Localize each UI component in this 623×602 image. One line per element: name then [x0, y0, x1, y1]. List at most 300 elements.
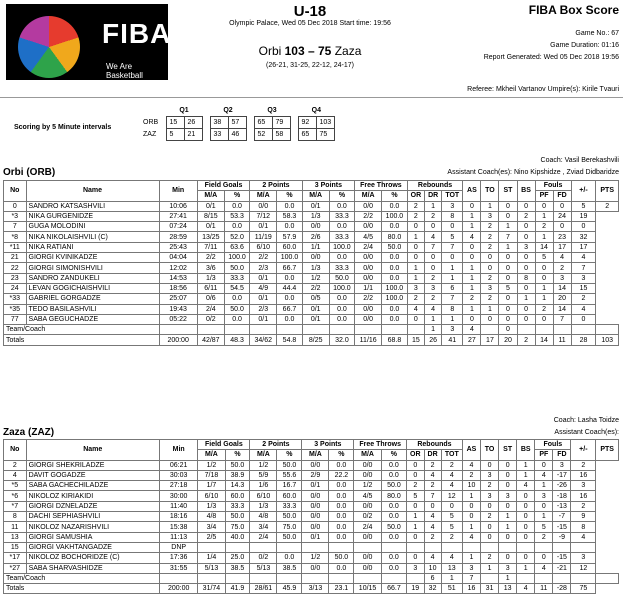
- stat-cell: 2/4: [355, 242, 382, 252]
- stat-cell: 3: [481, 491, 499, 501]
- interval-score: 38: [210, 116, 228, 128]
- stat-cell: 2: [425, 211, 442, 221]
- stat-cell: *6: [4, 491, 27, 501]
- stat-cell: 0: [499, 460, 517, 470]
- stat-cell: 0: [517, 512, 535, 522]
- stat-cell: 1: [462, 522, 480, 532]
- stat-cell: 22: [4, 263, 27, 273]
- stat-cell: 27: [463, 335, 481, 345]
- head-coach-home: Coach: Vasil Berekashvili: [540, 157, 619, 164]
- stat-cell: 15: [571, 283, 596, 293]
- stat-cell: 68.8: [382, 335, 407, 345]
- stat-cell: 1: [517, 470, 535, 480]
- stat-cell: 51: [441, 584, 462, 594]
- stat-cell: 50.0: [382, 242, 407, 252]
- stat-cell: 45.9: [277, 584, 302, 594]
- stat-cell: 0/1: [302, 481, 329, 491]
- stat-cell: 50.0: [277, 532, 302, 542]
- stat-cell: 0: [499, 201, 517, 211]
- player-name: GIORGI DZNELADZE: [26, 501, 159, 511]
- interval-row: [140, 128, 335, 140]
- stat-cell: [354, 573, 381, 583]
- stat-cell: 0.0: [329, 512, 354, 522]
- column-header: +/-: [571, 440, 596, 461]
- stat-cell: 0: [499, 211, 517, 221]
- stat-cell: 3: [407, 283, 424, 293]
- stat-cell: 0.0: [224, 314, 249, 324]
- stat-cell: [277, 573, 302, 583]
- column-subheader: TOT: [442, 191, 463, 201]
- stat-cell: 4/9: [250, 283, 277, 293]
- stat-cell: 0: [517, 553, 535, 563]
- column-header: TO: [481, 440, 499, 461]
- stat-cell: 5: [407, 491, 425, 501]
- stat-cell: 0/0: [302, 460, 329, 470]
- stat-cell: 0: [499, 501, 517, 511]
- stat-cell: 16: [571, 470, 596, 480]
- interval-score: 65: [254, 116, 272, 128]
- stat-cell: 1: [499, 573, 517, 583]
- stat-cell: -13: [553, 501, 571, 511]
- stat-cell: 1/6: [250, 481, 277, 491]
- stat-cell: 5: [441, 522, 462, 532]
- stat-cell: 0/0: [355, 314, 382, 324]
- stat-cell: 04:04: [159, 253, 197, 263]
- stat-cell: 1: [481, 201, 499, 211]
- player-row: [4, 542, 619, 552]
- stat-cell: 14: [535, 335, 553, 345]
- stat-cell: 2/9: [302, 470, 329, 480]
- game-duration: Game Duration: 01:16: [550, 42, 619, 49]
- stat-cell: 5: [441, 512, 462, 522]
- column-header: +/-: [571, 181, 596, 202]
- stat-cell: 0/1: [197, 201, 224, 211]
- column-header: Name: [26, 440, 159, 461]
- stat-cell: 0.0: [329, 201, 354, 211]
- home-team: Orbi: [258, 44, 282, 58]
- stat-cell: *5: [4, 481, 27, 491]
- column-subheader: FD: [553, 450, 571, 460]
- player-row: [4, 481, 619, 491]
- stat-cell: 0.0: [277, 222, 302, 232]
- stat-cell: 0: [535, 201, 553, 211]
- stat-cell: 12:02: [159, 263, 197, 273]
- stat-cell: 13: [499, 584, 517, 594]
- fiba-logo: [6, 4, 172, 80]
- stat-cell: 2: [481, 481, 499, 491]
- boxscore-table-home: [3, 180, 619, 346]
- stat-cell: 05:22: [159, 314, 197, 324]
- stat-cell: 30:03: [159, 470, 197, 480]
- stat-cell: 6/10: [250, 491, 277, 501]
- column-subheader: DR: [424, 450, 441, 460]
- stat-cell: 4: [441, 553, 462, 563]
- stat-cell: 0/2: [197, 314, 224, 324]
- column-subheader: M/A: [250, 450, 277, 460]
- stat-cell: 7/11: [197, 242, 224, 252]
- stat-cell: 0/6: [197, 294, 224, 304]
- column-header: ST: [499, 440, 517, 461]
- stat-cell: 2: [535, 222, 553, 232]
- stat-cell: 3: [442, 325, 463, 335]
- stat-cell: 0.0: [277, 314, 302, 324]
- stat-cell: 19:43: [159, 304, 197, 314]
- stat-cell: -17: [553, 470, 571, 480]
- stat-cell: 4: [462, 460, 480, 470]
- stat-cell: 0/2: [354, 512, 381, 522]
- player-row: [4, 222, 619, 232]
- stat-cell: 23: [553, 232, 571, 242]
- stat-cell: 0: [442, 222, 463, 232]
- stat-cell: 60.0: [225, 491, 250, 501]
- stat-cell: 11: [553, 335, 571, 345]
- column-header: Min: [159, 440, 197, 461]
- stat-cell: 32.0: [329, 335, 354, 345]
- column-header: BS: [517, 181, 535, 202]
- stat-cell: 1: [407, 263, 424, 273]
- stat-cell: 3: [499, 563, 517, 573]
- stat-cell: 1: [517, 563, 535, 573]
- player-name: LEVAN GOGICHAISHVILI: [26, 283, 159, 293]
- stat-cell: [277, 325, 302, 335]
- stat-cell: 8: [4, 512, 27, 522]
- stat-cell: [198, 573, 225, 583]
- stat-cell: 50.0: [277, 512, 302, 522]
- stat-cell: 4: [553, 253, 571, 263]
- stat-cell: 21: [4, 253, 27, 263]
- stat-cell: 1: [463, 263, 481, 273]
- stat-cell: 20: [553, 294, 571, 304]
- column-header: AS: [462, 440, 480, 461]
- stat-cell: 3: [481, 283, 499, 293]
- stat-cell: 3: [517, 242, 535, 252]
- stat-cell: 1: [517, 460, 535, 470]
- stat-cell: 42/87: [197, 335, 224, 345]
- stat-cell: 8/25: [302, 335, 329, 345]
- stat-cell: 07:24: [159, 222, 197, 232]
- stat-cell: 5: [535, 522, 553, 532]
- stat-cell: 1: [535, 481, 553, 491]
- stat-cell: 1/1: [355, 283, 382, 293]
- stat-cell: 7: [4, 222, 27, 232]
- player-name: GABRIEL GORGADZE: [26, 294, 159, 304]
- stat-cell: 9: [571, 512, 596, 522]
- stat-cell: 0.0: [329, 304, 354, 314]
- stat-cell: 3: [571, 481, 596, 491]
- stat-cell: 0.0: [381, 563, 406, 573]
- stat-cell: 75: [571, 584, 596, 594]
- stat-cell: 2: [517, 211, 535, 221]
- away-team: Zaza: [334, 44, 362, 58]
- stat-cell: 2: [462, 470, 480, 480]
- stat-cell: 4: [424, 522, 441, 532]
- stat-cell: 63.6: [224, 242, 249, 252]
- stat-cell: 80.0: [381, 491, 406, 501]
- stat-cell: 2: [481, 222, 499, 232]
- column-subheader: M/A: [354, 450, 381, 460]
- stat-cell: 0: [499, 481, 517, 491]
- stat-cell: 31/74: [198, 584, 225, 594]
- stat-cell: 0/0: [302, 512, 329, 522]
- interval-score: 46: [228, 128, 246, 140]
- stat-cell: 3: [553, 460, 571, 470]
- stat-cell: [159, 325, 197, 335]
- column-header: ST: [499, 181, 517, 202]
- stat-cell: 1: [499, 222, 517, 232]
- stat-cell: [571, 573, 596, 583]
- stat-cell: [407, 542, 425, 552]
- stat-cell: [596, 325, 619, 335]
- stat-cell: 4: [463, 232, 481, 242]
- interval-score: 103: [316, 116, 335, 128]
- stat-cell: 0: [535, 263, 553, 273]
- assistant-coach-home: Assistant Coach(es): Nino Kipshidze , Zviad Didbaridze: [447, 169, 619, 176]
- stat-cell: 0: [407, 532, 425, 542]
- stat-cell: 0: [499, 304, 517, 314]
- stat-cell: 2: [424, 460, 441, 470]
- stat-cell: 0.0: [277, 201, 302, 211]
- stat-cell: 0.0: [382, 273, 407, 283]
- stat-cell: [517, 542, 535, 552]
- stat-cell: 0: [407, 501, 425, 511]
- stat-cell: 17: [571, 242, 596, 252]
- player-name: NIKA GURGENIDZE: [26, 211, 159, 221]
- column-header: 3 Points: [302, 440, 354, 450]
- stat-cell: 2: [441, 460, 462, 470]
- stat-cell: 103: [596, 335, 619, 345]
- column-subheader: M/A: [302, 191, 329, 201]
- column-subheader: %: [277, 191, 302, 201]
- stat-cell: 54.8: [277, 335, 302, 345]
- stat-cell: [225, 573, 250, 583]
- stat-cell: 0: [481, 522, 499, 532]
- stat-cell: 1/2: [250, 460, 277, 470]
- stat-cell: 0: [499, 314, 517, 324]
- stat-cell: 52.0: [224, 232, 249, 242]
- stat-cell: 0/0: [302, 491, 329, 501]
- stat-cell: 1/7: [198, 481, 225, 491]
- divider: [0, 97, 623, 98]
- stat-cell: 25:43: [159, 242, 197, 252]
- stat-cell: 4: [571, 304, 596, 314]
- stat-cell: 0/1: [302, 314, 329, 324]
- column-subheader: PF: [535, 450, 553, 460]
- totals-label: Totals: [4, 335, 160, 345]
- stat-cell: 4: [441, 470, 462, 480]
- player-name: GIORGI SIMONISHVILI: [26, 263, 159, 273]
- player-name: NIKOLOZ BOCHORIDZE (C): [26, 553, 159, 563]
- stat-cell: 25:07: [159, 294, 197, 304]
- stat-cell: 1: [463, 211, 481, 221]
- stat-cell: 0/1: [250, 314, 277, 324]
- stat-cell: 44.4: [277, 283, 302, 293]
- player-row: [4, 242, 619, 252]
- stat-cell: 7/18: [198, 470, 225, 480]
- stat-cell: 6/11: [197, 283, 224, 293]
- stat-cell: 4: [463, 325, 481, 335]
- team-coach-label: Team/Coach: [4, 573, 160, 583]
- stat-cell: 0.0: [329, 460, 354, 470]
- stat-cell: 57.9: [277, 232, 302, 242]
- stat-cell: 5/9: [250, 470, 277, 480]
- stat-cell: [407, 573, 425, 583]
- stat-cell: 1: [463, 273, 481, 283]
- interval-score: 92: [298, 116, 316, 128]
- stat-cell: 0: [517, 491, 535, 501]
- player-row: [4, 470, 619, 480]
- spacer: [202, 116, 210, 128]
- stat-cell: 1/1: [302, 242, 329, 252]
- stat-cell: 55.6: [277, 470, 302, 480]
- stat-cell: [481, 542, 499, 552]
- stat-cell: 4/5: [354, 491, 381, 501]
- stat-cell: 2: [481, 553, 499, 563]
- stat-cell: 2/5: [198, 532, 225, 542]
- stat-cell: [382, 325, 407, 335]
- player-name: DAVIT GOGADZE: [26, 470, 159, 480]
- stat-cell: 2/2: [355, 211, 382, 221]
- player-name: SABA GACHECHILADZE: [26, 481, 159, 491]
- stat-cell: 200:00: [159, 335, 197, 345]
- stat-cell: [535, 542, 553, 552]
- stat-cell: 0: [499, 532, 517, 542]
- column-header: No: [4, 181, 27, 202]
- stat-cell: 60.0: [277, 491, 302, 501]
- player-row: [4, 563, 619, 573]
- stat-cell: 2: [481, 294, 499, 304]
- totals-row: [4, 335, 619, 345]
- stat-cell: 4: [517, 481, 535, 491]
- stat-cell: 1: [481, 563, 499, 573]
- column-header: 2 Points: [250, 440, 302, 450]
- stat-cell: 1/3: [302, 211, 329, 221]
- column-header: Rebounds: [407, 181, 463, 191]
- player-row: [4, 201, 619, 211]
- interval-table: [140, 106, 335, 141]
- stat-cell: 8: [571, 522, 596, 532]
- column-header: Name: [26, 181, 159, 202]
- stat-cell: 1: [441, 573, 462, 583]
- header-row: [4, 181, 619, 191]
- stat-cell: 7: [425, 242, 442, 252]
- stat-cell: 75.0: [277, 522, 302, 532]
- stat-cell: 2/4: [197, 304, 224, 314]
- stat-cell: 24: [4, 283, 27, 293]
- player-name: NIKA NIKOLAISHVILI (C): [26, 232, 159, 242]
- stat-cell: 0: [425, 263, 442, 273]
- stat-cell: 5: [535, 253, 553, 263]
- stat-cell: 0.0: [382, 222, 407, 232]
- header-row: [4, 440, 619, 450]
- stat-cell: 1/2: [302, 553, 329, 563]
- stat-cell: 1: [425, 201, 442, 211]
- stat-cell: 7: [442, 294, 463, 304]
- stat-cell: *27: [4, 563, 27, 573]
- stat-cell: 0: [535, 460, 553, 470]
- quarter-header: Q4: [311, 107, 322, 115]
- stat-cell: [424, 542, 441, 552]
- stat-cell: 30:00: [159, 491, 197, 501]
- stat-cell: 0: [463, 253, 481, 263]
- stat-cell: 28/61: [250, 584, 277, 594]
- stat-cell: 1: [442, 314, 463, 324]
- totals-label: Totals: [4, 584, 160, 594]
- stat-cell: 32: [424, 584, 441, 594]
- stat-cell: [535, 573, 553, 583]
- stat-cell: 17: [481, 335, 499, 345]
- stat-cell: 22.2: [329, 470, 354, 480]
- quarter-header: Q2: [223, 107, 233, 115]
- stat-cell: 48.3: [224, 335, 249, 345]
- stat-cell: [381, 542, 406, 552]
- stat-cell: 1: [462, 553, 480, 563]
- stat-cell: 7: [499, 232, 517, 242]
- stat-cell: 0: [481, 501, 499, 511]
- stat-cell: -26: [553, 481, 571, 491]
- spacer: [202, 128, 210, 140]
- stat-cell: [462, 542, 480, 552]
- column-subheader: %: [277, 450, 302, 460]
- stat-cell: 100.0: [329, 283, 354, 293]
- stat-cell: 0.0: [381, 460, 406, 470]
- stat-cell: [553, 542, 571, 552]
- stat-cell: 13: [441, 563, 462, 573]
- stat-cell: 1/4: [198, 553, 225, 563]
- stat-cell: 0: [517, 283, 535, 293]
- stat-cell: 4: [535, 563, 553, 573]
- stat-cell: 3: [442, 201, 463, 211]
- interval-row: [140, 116, 335, 128]
- player-row: [4, 211, 619, 221]
- stat-cell: 2/2: [250, 253, 277, 263]
- player-row: [4, 553, 619, 563]
- stat-cell: 18:56: [159, 283, 197, 293]
- stat-cell: 24: [553, 211, 571, 221]
- report-generated: Report Generated: Wed 05 Dec 2018 19:56: [483, 54, 619, 61]
- venue-line: Olympic Palace, Wed 05 Dec 2018 Start time: 19:56: [229, 20, 391, 27]
- stat-cell: 0: [407, 242, 424, 252]
- stat-cell: 0.0: [277, 273, 302, 283]
- stat-cell: -7: [553, 512, 571, 522]
- stat-cell: 0: [517, 201, 535, 211]
- stat-cell: 100.0: [382, 294, 407, 304]
- stat-cell: 27:18: [159, 481, 197, 491]
- stat-cell: 0.0: [277, 553, 302, 563]
- stat-cell: 1: [407, 522, 425, 532]
- stat-cell: 1: [463, 222, 481, 232]
- stat-cell: 4: [462, 532, 480, 542]
- quarter-scores: (26-21, 31-25, 22-12, 24-17): [266, 62, 354, 69]
- stat-cell: 2/3: [250, 263, 277, 273]
- stat-cell: 19: [407, 584, 425, 594]
- team-name-away: Zaza (ZAZ): [3, 427, 55, 438]
- quarter-header: Q3: [267, 107, 277, 115]
- stat-cell: [250, 573, 277, 583]
- stat-cell: 0/0: [354, 470, 381, 480]
- stat-cell: 18:16: [159, 512, 197, 522]
- stat-cell: 5/13: [198, 563, 225, 573]
- stat-cell: 10: [462, 481, 480, 491]
- stat-cell: 0: [407, 460, 425, 470]
- stat-cell: 1: [535, 294, 553, 304]
- stat-cell: 0.0: [382, 304, 407, 314]
- stat-cell: 77: [4, 314, 27, 324]
- stat-cell: [481, 325, 499, 335]
- stat-cell: 17:36: [159, 553, 197, 563]
- spacer: [246, 116, 254, 128]
- stat-cell: 0/1: [302, 532, 329, 542]
- stat-cell: *33: [4, 294, 27, 304]
